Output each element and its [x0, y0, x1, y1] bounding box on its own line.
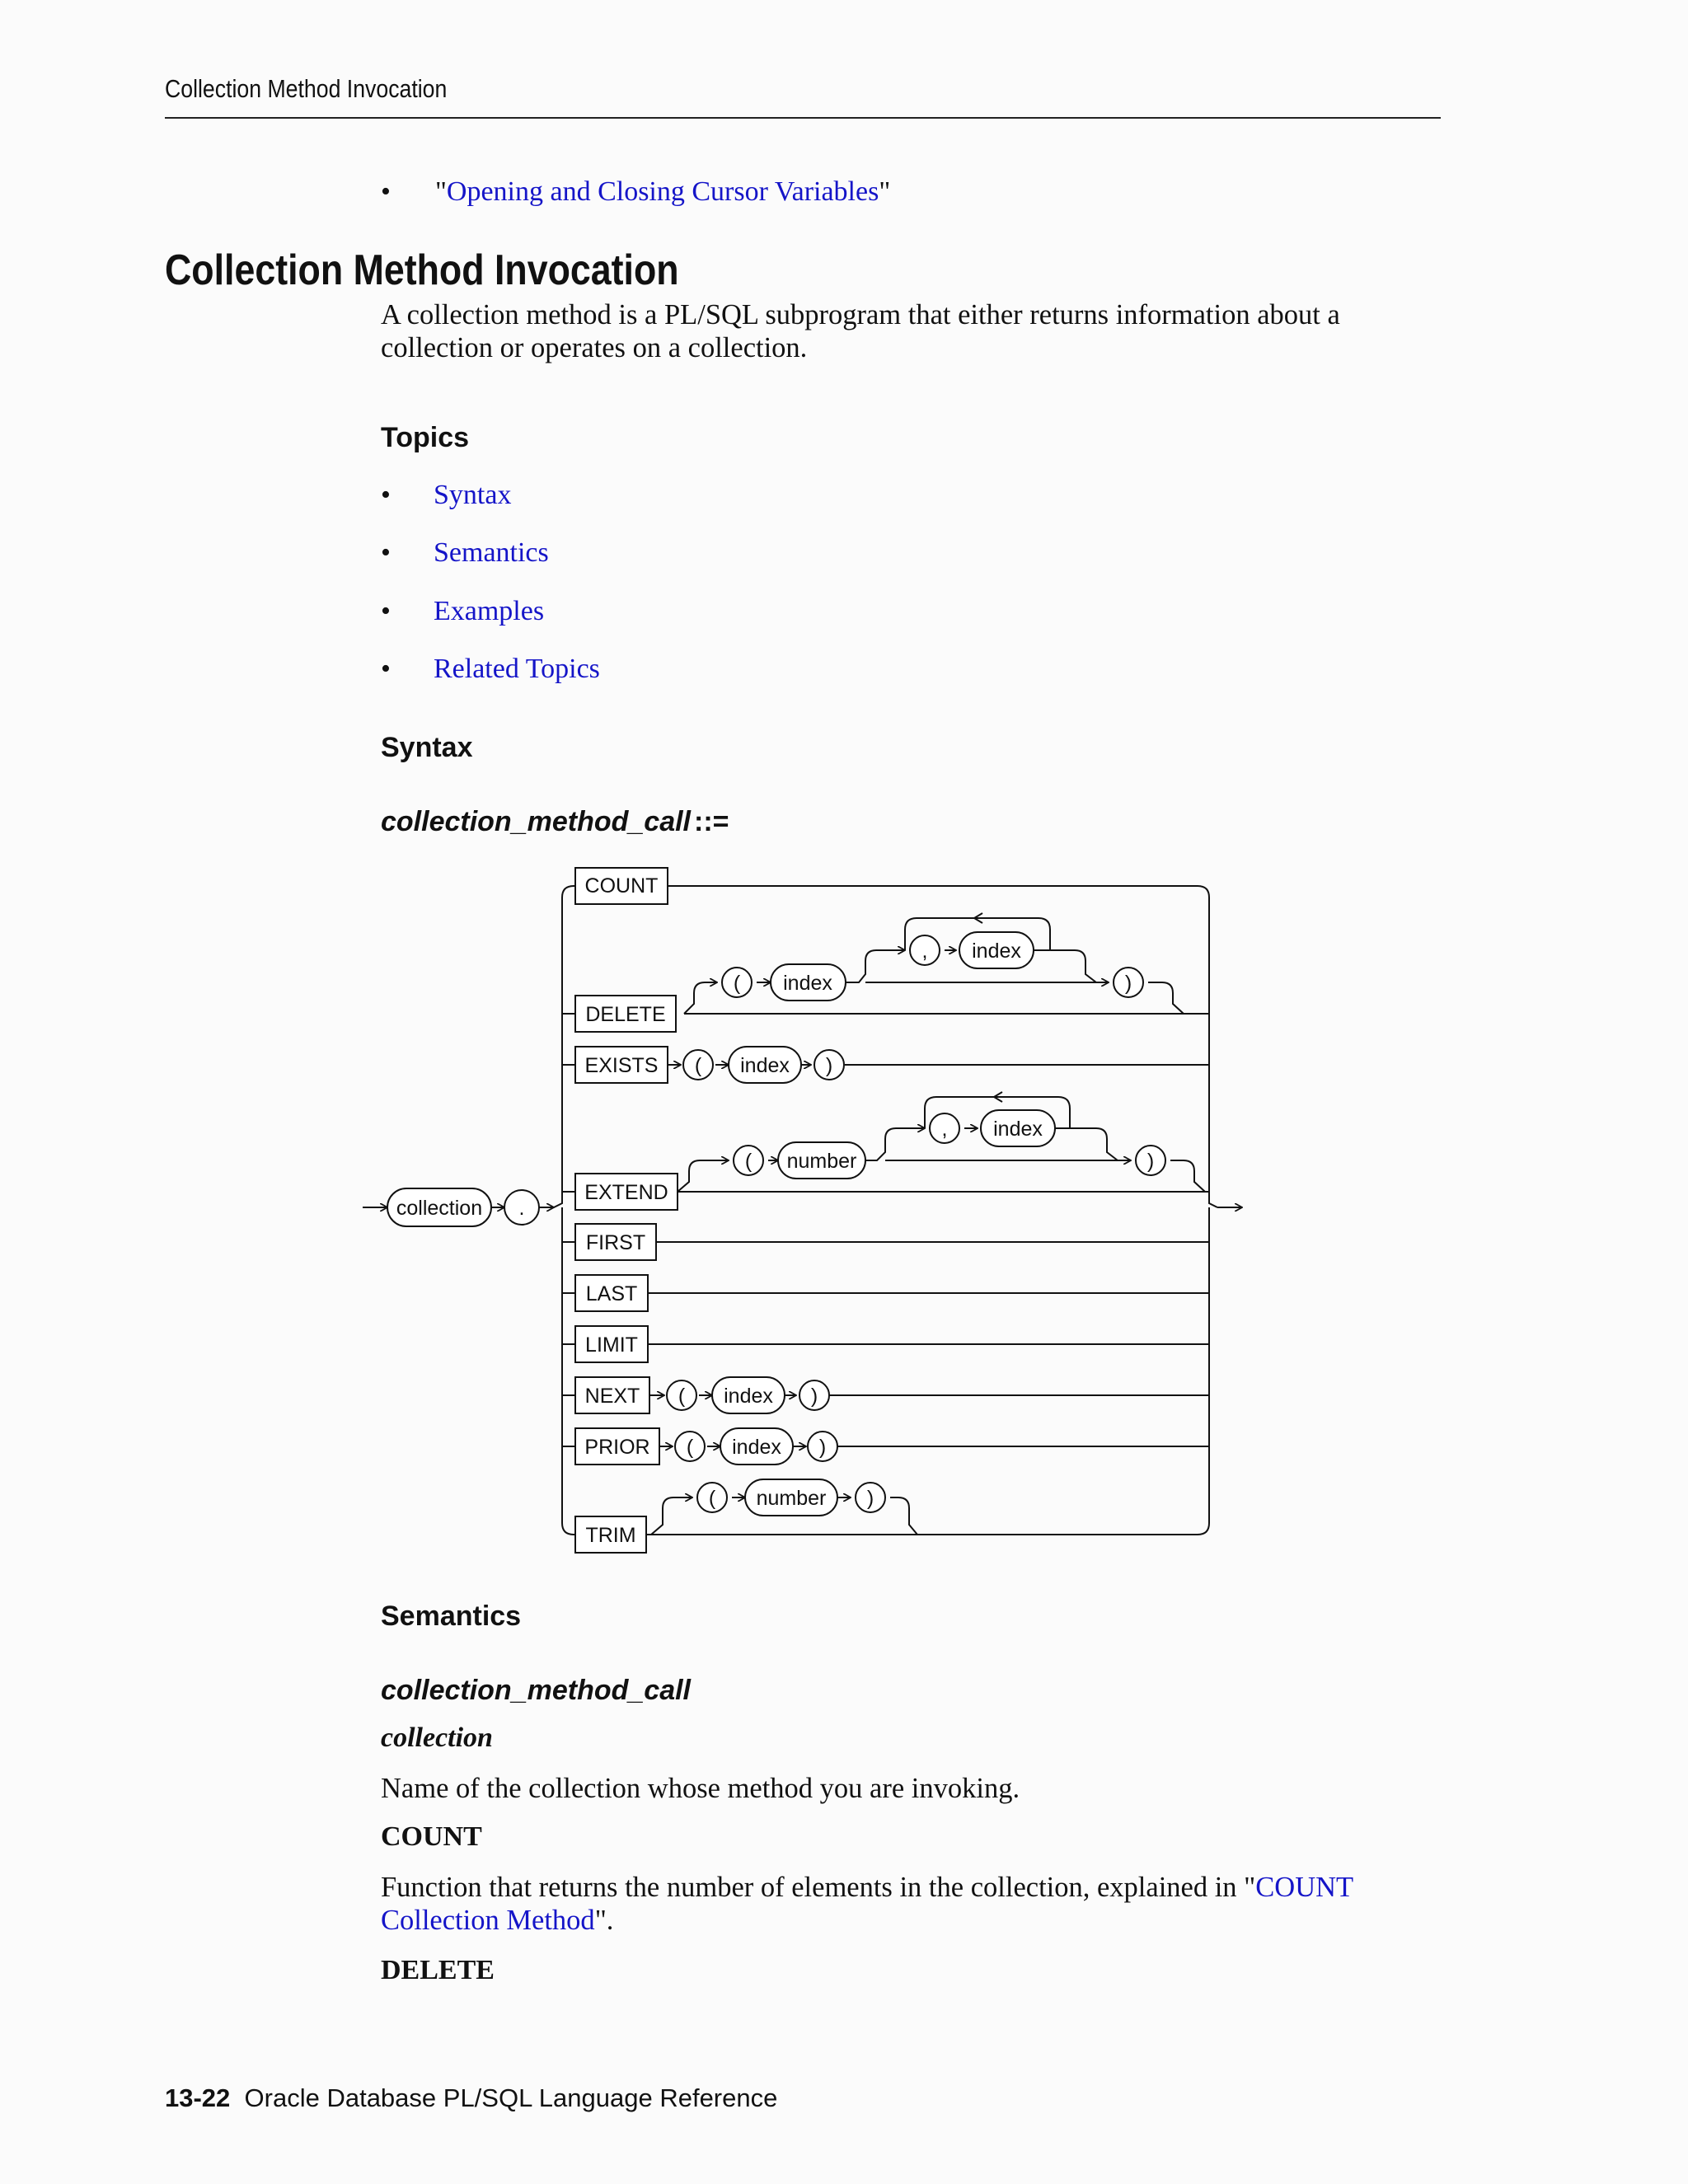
link-opening-closing-cursor-variables[interactable]: Opening and Closing Cursor Variables	[446, 176, 879, 207]
svg-text:(: (	[686, 1436, 694, 1459]
svg-text:EXTEND: EXTEND	[584, 1181, 668, 1204]
svg-text:): )	[1146, 1150, 1155, 1173]
method-extend	[575, 1174, 678, 1210]
trim-rparen	[856, 1483, 885, 1512]
count-description	[381, 1871, 1353, 1937]
svg-text:(: (	[678, 1385, 686, 1408]
next-index	[712, 1377, 785, 1413]
bullet-mark: •	[381, 537, 391, 568]
svg-text:LIMIT: LIMIT	[585, 1333, 638, 1357]
delete-comma	[910, 935, 940, 965]
start-label: collection	[396, 1197, 483, 1220]
method-next	[575, 1377, 649, 1413]
svg-text:(: (	[744, 1150, 753, 1173]
method-count	[575, 868, 668, 904]
delete-rparen	[1114, 968, 1143, 997]
svg-text:(: (	[694, 1054, 702, 1077]
dot-label: .	[518, 1197, 525, 1220]
link-related-topics[interactable]: Related Topics	[434, 654, 600, 684]
link-examples[interactable]: Examples	[434, 596, 545, 626]
svg-text:FIRST: FIRST	[585, 1231, 646, 1254]
term-count: COUNT	[381, 1821, 482, 1852]
svg-text:index: index	[993, 1118, 1043, 1141]
svg-text:number: number	[786, 1150, 857, 1173]
link-semantics[interactable]: Semantics	[434, 537, 549, 568]
page-footer	[165, 2083, 777, 2113]
semantics-heading: Semantics	[381, 1601, 522, 1632]
svg-text:index: index	[783, 972, 832, 995]
delete-index-repeat	[959, 932, 1034, 968]
svg-text:,: ,	[921, 940, 928, 963]
svg-text:NEXT: NEXT	[584, 1385, 640, 1408]
svg-text:,: ,	[941, 1118, 948, 1141]
running-header: Collection Method Invocation	[165, 74, 448, 103]
term-delete: DELETE	[381, 1955, 495, 1985]
svg-text:): )	[1124, 972, 1132, 995]
semantics-subheading: collection_method_call	[381, 1675, 691, 1706]
svg-text:number: number	[756, 1487, 827, 1510]
method-last	[575, 1275, 648, 1311]
method-limit	[575, 1326, 648, 1362]
start-nonterminal	[387, 1188, 491, 1226]
svg-text:(: (	[733, 972, 741, 995]
extend-rparen	[1136, 1146, 1165, 1175]
link-count-collection-method-part2[interactable]: Collection Method	[381, 1905, 595, 1936]
bullet-mark: •	[381, 176, 391, 207]
collection-description: Name of the collection whose method you are invoking.	[381, 1773, 1020, 1804]
delete-lparen	[722, 968, 752, 997]
exists-index	[729, 1047, 801, 1083]
close-quote: "	[879, 176, 891, 207]
trim-lparen	[697, 1483, 727, 1512]
svg-text:index: index	[740, 1054, 790, 1077]
svg-text:index: index	[732, 1436, 781, 1459]
svg-text:): )	[810, 1385, 818, 1408]
next-rparen	[799, 1380, 829, 1410]
extend-index-repeat	[981, 1110, 1055, 1146]
prior-lparen	[675, 1432, 705, 1461]
method-prior	[575, 1428, 659, 1465]
svg-text:PRIOR: PRIOR	[584, 1436, 650, 1459]
extend-comma	[930, 1113, 959, 1143]
svg-text:): )	[818, 1436, 827, 1459]
book-title: Oracle Database PL/SQL Language Reference	[244, 2083, 778, 2112]
exists-lparen	[683, 1050, 713, 1080]
svg-text:EXISTS: EXISTS	[584, 1054, 659, 1077]
link-count-collection-method-part1[interactable]: COUNT	[1255, 1872, 1354, 1903]
count-desc-end: ".	[594, 1905, 614, 1936]
delete-index	[771, 964, 846, 1001]
rule-operator: ::=	[694, 806, 729, 837]
page-title: Collection Method Invocation	[165, 246, 679, 294]
topics-heading: Topics	[381, 422, 470, 453]
method-trim	[575, 1516, 646, 1553]
bullet-mark: •	[381, 654, 391, 684]
count-desc-text: Function that returns the number of elements in the collection, explained in "	[381, 1872, 1256, 1903]
open-quote: "	[435, 176, 447, 207]
prior-index	[720, 1428, 793, 1465]
bullet-mark: •	[381, 596, 391, 626]
dot-terminal	[504, 1190, 539, 1225]
bullet-mark: •	[381, 480, 391, 510]
page-number: 13-22	[165, 2083, 231, 2112]
trim-number	[745, 1479, 837, 1516]
exists-rparen	[814, 1050, 844, 1080]
intro-line-1: A collection method is a PL/SQL subprogram that either returns information about a	[381, 299, 1340, 330]
next-lparen	[667, 1380, 696, 1410]
rule-name: collection_method_call	[381, 806, 691, 837]
svg-text:(: (	[708, 1487, 716, 1510]
svg-text:TRIM: TRIM	[585, 1524, 636, 1547]
method-first	[575, 1224, 656, 1260]
svg-text:): )	[866, 1487, 874, 1510]
svg-text:COUNT: COUNT	[584, 874, 659, 898]
method-delete	[575, 996, 676, 1032]
link-syntax[interactable]: Syntax	[434, 480, 512, 510]
syntax-heading: Syntax	[381, 732, 473, 763]
prior-rparen	[808, 1432, 837, 1461]
svg-text:index: index	[972, 940, 1021, 963]
intro-line-2: collection or operates on a collection.	[381, 332, 808, 363]
svg-text:LAST: LAST	[585, 1282, 638, 1305]
extend-number	[778, 1142, 865, 1179]
svg-text:): )	[825, 1054, 833, 1077]
extend-lparen	[734, 1146, 763, 1175]
svg-text:DELETE: DELETE	[585, 1003, 666, 1026]
method-exists	[575, 1047, 668, 1083]
term-collection: collection	[381, 1722, 493, 1753]
svg-text:index: index	[724, 1385, 773, 1408]
